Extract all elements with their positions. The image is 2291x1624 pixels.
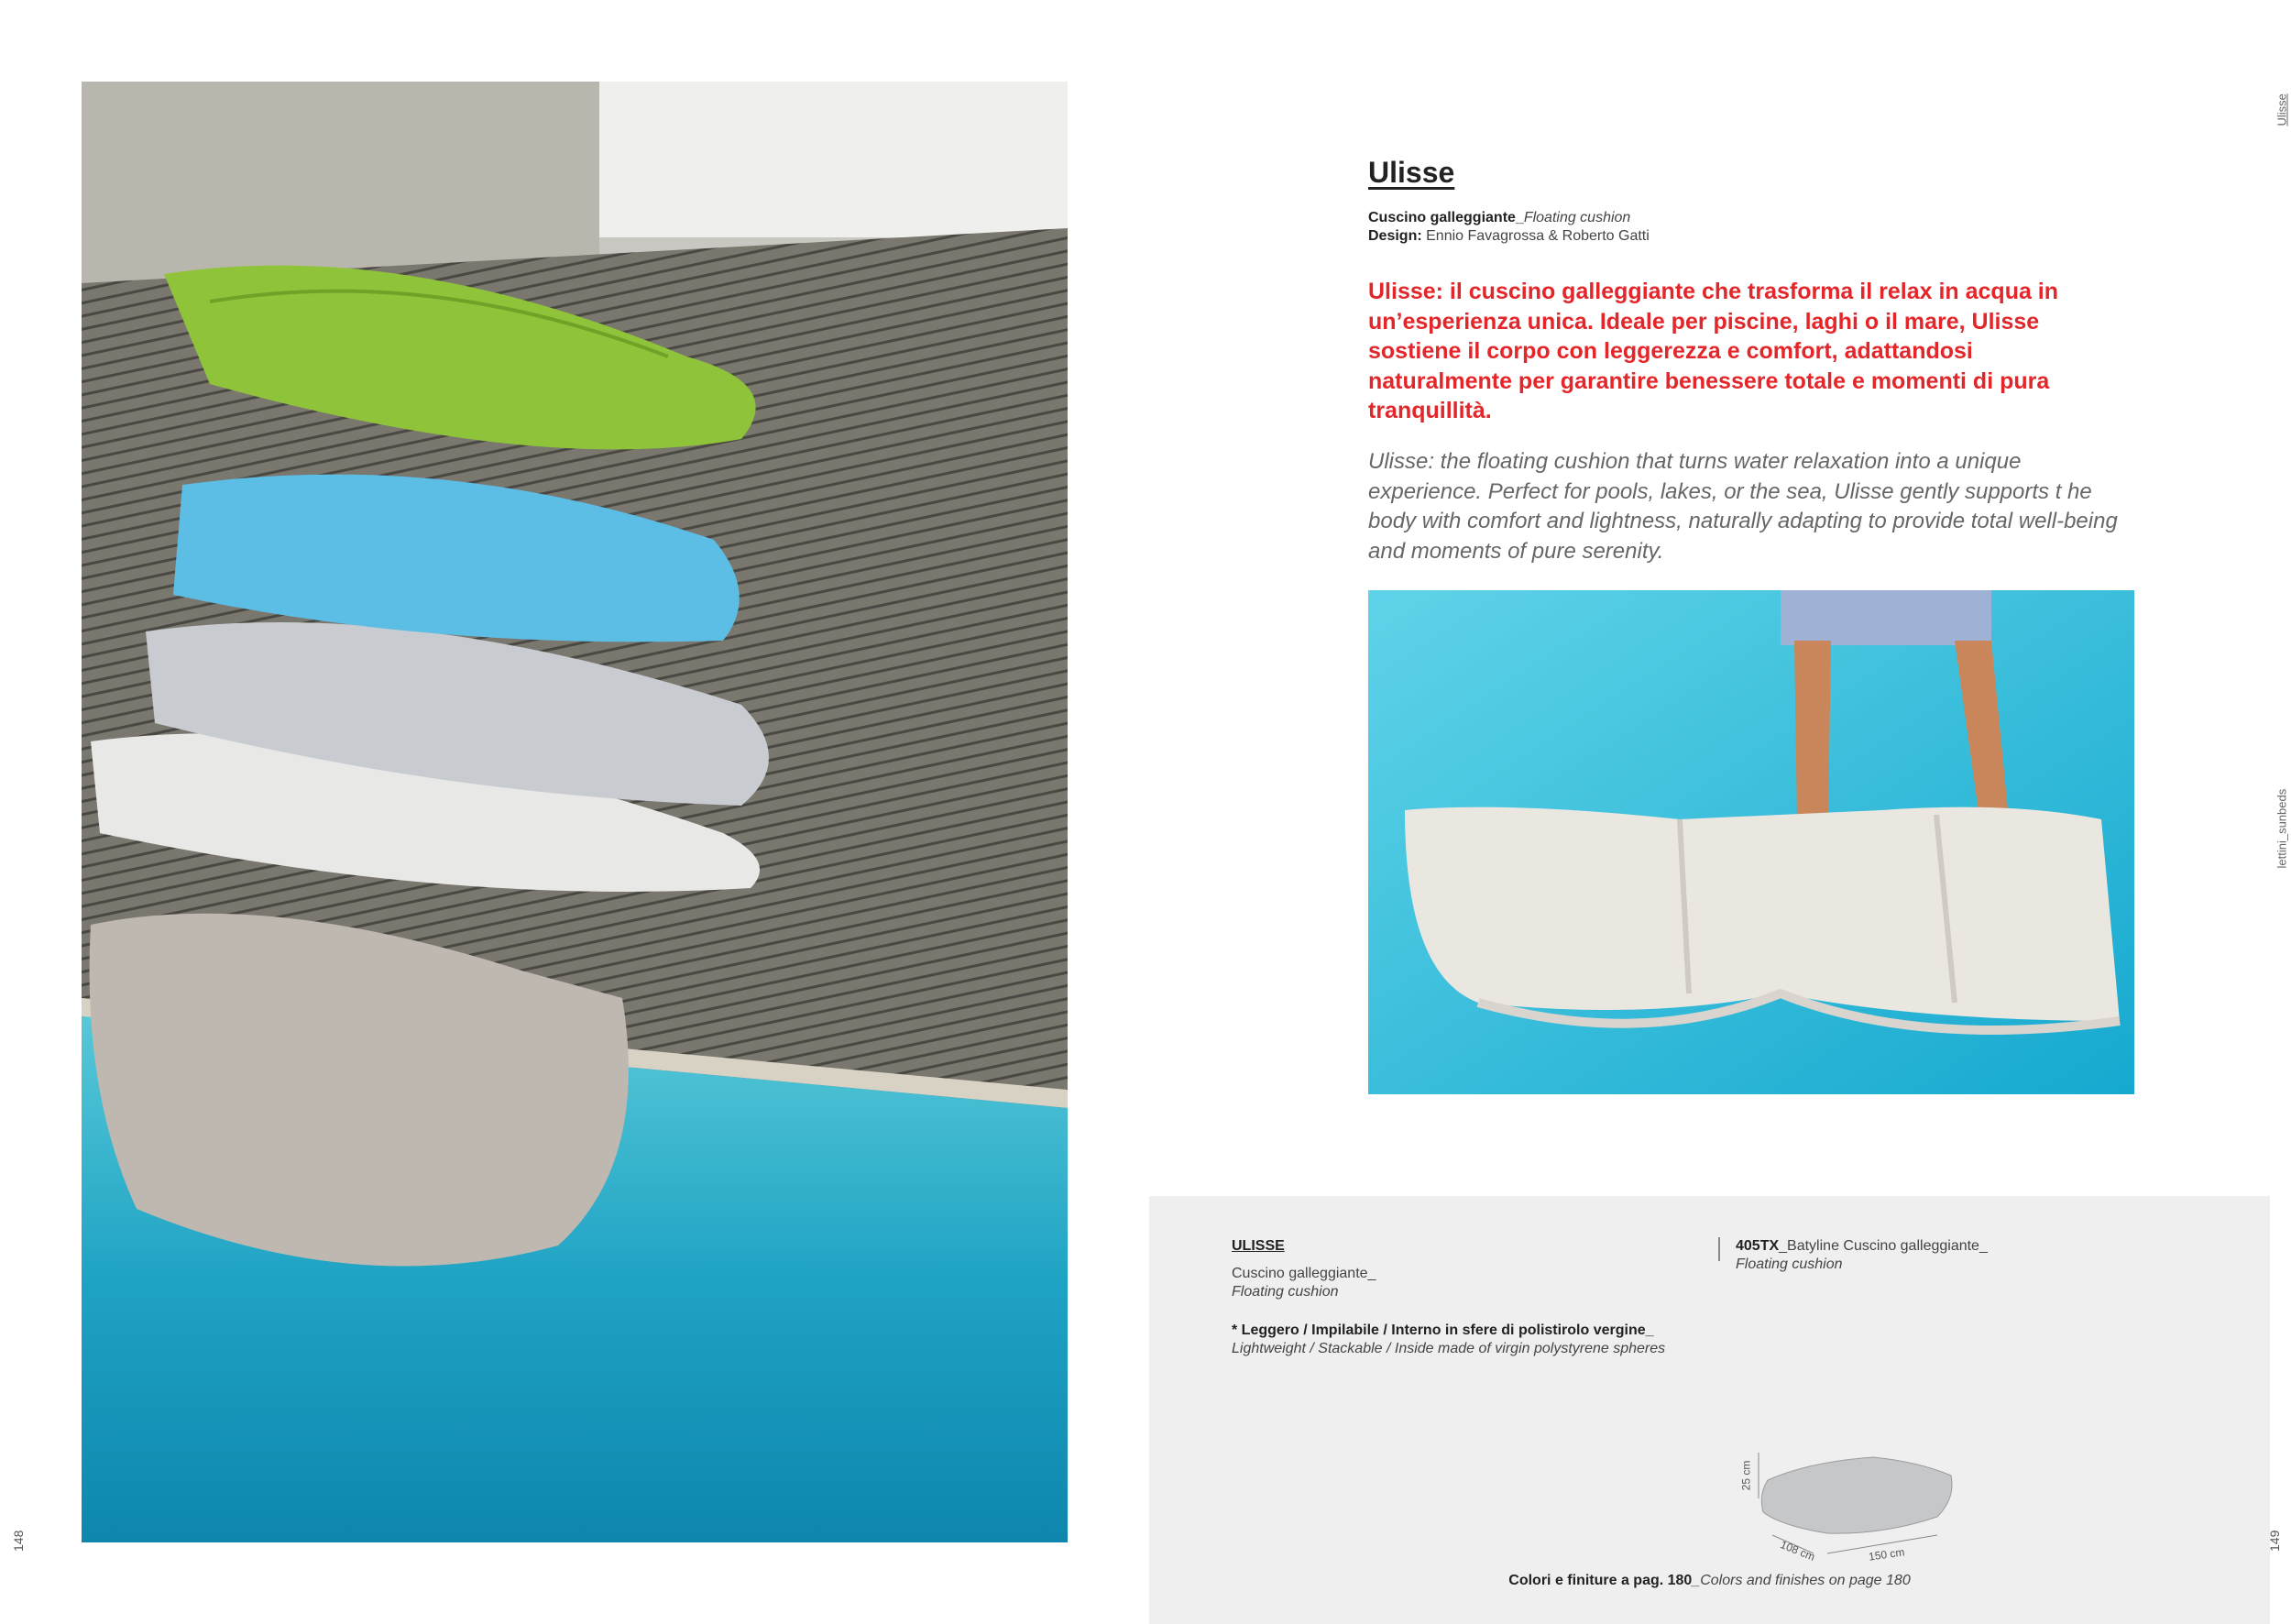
dim-depth: 108 cm [1778,1538,1817,1564]
spec-code-block [1736,1237,2176,1274]
lead-paragraph-italian: Ulisse: il cuscino galleggiante che trasforma il relax in acqua in un’esperienza unica. Ideale per piscine, laghi o il mare, Ulisse sostiene il corpo con leggerezza e comfort, adattandosi naturalmente per garantire benessere totale e momenti di pura tranquillità. [1368,279,2059,423]
lead-paragraph-english: Ulisse: the floating cushion that turns water relaxation into a unique experience. Perfect for pools, lakes, or the sea, Ulisse gently supports t he body with comfort and lightness, naturally adapting to provide total well-being and moments of pure serenity. [1368,449,2118,564]
page-number-right: 149 [2267,1530,2282,1552]
dim-width: 150 cm [1868,1545,1906,1564]
product-title: Ulisse [1368,156,1455,189]
designers: Ennio Favagrossa & Roberto Gatti [1426,228,1650,244]
spec-type-en: Floating cushion [1232,1284,1339,1300]
spec-code-desc-it: _Batyline Cuscino galleggiante_ [1779,1238,1988,1254]
photo-cushion-in-pool [1368,590,2134,1094]
design-line [1368,227,1650,246]
colors-note [1149,1572,2270,1590]
category-it: Cuscino galleggiante_ [1368,210,1524,225]
cushion-sketch [1699,1434,1974,1563]
side-tag-section: lettini_sunbeds [2275,788,2289,869]
spec-code-desc-en: Floating cushion [1736,1256,1843,1272]
spec-code: 405TX [1736,1238,1780,1254]
spec-features-it: * Leggero / Impilabile / Interno in sfere di polistirolo vergine_ [1232,1322,1654,1338]
category-line [1368,209,1650,227]
spec-features-en: Lightweight / Stackable / Inside made of virgin polystyrene spheres [1232,1341,1666,1356]
spec-name: ULISSE [1232,1238,1285,1254]
design-label: Design: [1368,228,1422,244]
dimension-drawing [1699,1434,1974,1563]
divider-line [1718,1237,1720,1261]
photo-stacked-cushions [82,82,1068,1542]
spec-product-block [1232,1237,1672,1358]
product-subtitle [1368,209,1650,246]
colors-note-en: _Colors and finishes on page 180 [1692,1573,1911,1588]
category-en: Floating cushion [1523,210,1631,225]
side-tag-product-text: Ulisse [2275,93,2289,126]
colors-note-it: Colori e finiture a pag. 180 [1508,1573,1693,1588]
spec-panel [1149,1196,2270,1624]
spec-type-it: Cuscino galleggiante_ [1232,1266,1376,1281]
page-number-left: 148 [11,1530,26,1552]
side-tag-product [2275,71,2289,126]
dim-height: 25 cm [1739,1460,1753,1491]
